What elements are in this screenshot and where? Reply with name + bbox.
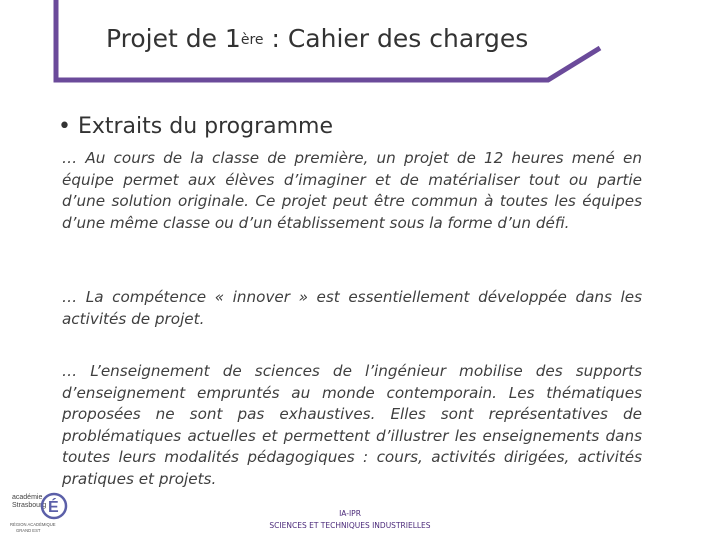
paragraph-1: … Au cours de la classe de première, un projet de 12 heures mené en équipe permet aux élèves d’imaginer et de matérialiser tout ou partie d’une solution originale. Ce projet peut être commun à toutes les équipes d’une même classe ou d’un établissement sous la forme d’un défi. [62,149,642,232]
logo-text-strasbourg: Strasbourg [12,502,47,509]
academie-strasbourg-logo [8,486,76,538]
paragraph-3: … L’enseignement de sciences de l’ingénieur mobilise des supports d’enseignement empruntés au monde contemporain. Les thématiques proposées ne sont pas exhaustives. Elles sont représentatives de problématiques actuelles et permettent d’illustrer les enseignements dans toutes leurs modalités pédagogiques : cours, activités dirigées, activités pratiques et projets. [62,362,642,488]
logo-text-academie: académie [12,494,43,501]
logo-text-region: RÉGION ACADÉMIQUE [10,522,56,527]
footer-line-1: IA-IPR [339,509,361,518]
logo-text-grand-est: GRAND EST [16,528,41,533]
paragraph-2: … La compétence « innover » est essentiellement développée dans les activités de projet. [62,288,642,328]
footer-line-2: SCIENCES ET TECHNIQUES INDUSTRIELLES [269,521,431,530]
page-title: Projet de 1ère : Cahier des charges [106,24,529,53]
svg-text:É: É [48,499,59,516]
title-superscript: ère [240,32,264,48]
footer [230,508,470,532]
section-heading: • Extraits du programme [58,114,334,139]
